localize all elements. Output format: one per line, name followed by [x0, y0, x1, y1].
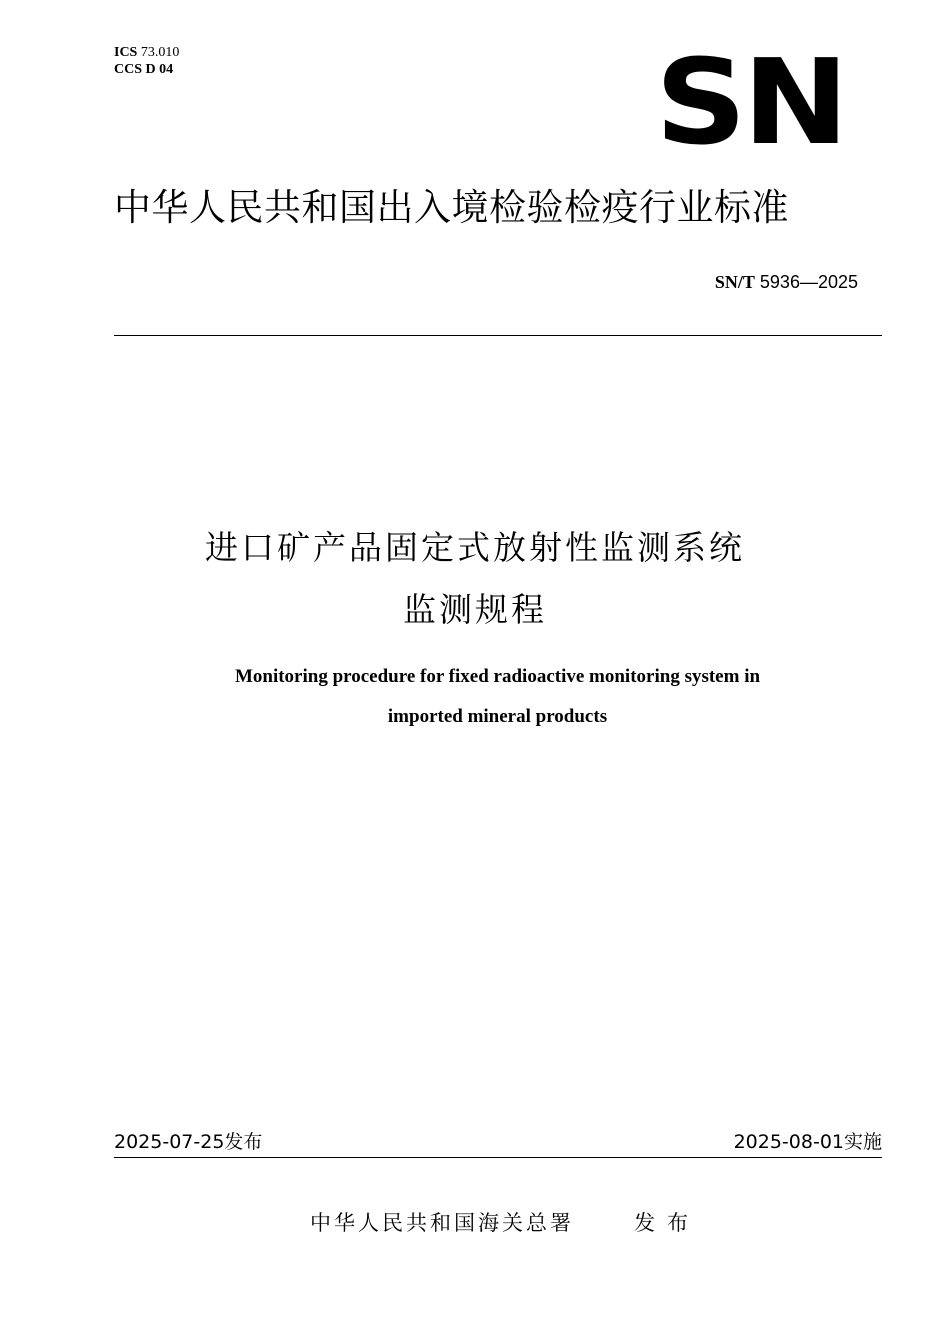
publish-verb: 发布 — [634, 1211, 700, 1235]
issue-date: 2025-07-25发布 — [114, 1131, 263, 1153]
title-cn-line1: 进口矿产品固定式放射性监测系统 — [205, 528, 745, 567]
top-divider — [114, 335, 882, 336]
title-en-line2: imported mineral products — [387, 706, 608, 727]
title-en-line1: Monitoring procedure for fixed radioactive monitoring system in — [234, 666, 761, 687]
publisher: 中华人民共和国海关总署 — [310, 1211, 574, 1235]
ics-value: 73.010 — [140, 45, 180, 60]
bottom-divider — [114, 1157, 882, 1158]
title-cn-line2: 监测规程 — [403, 590, 547, 629]
org-title: 中华人民共和国出入境检验检疫行业标准 — [114, 186, 789, 229]
ccs-line — [114, 61, 179, 78]
ics-line — [114, 44, 179, 61]
ccs-label: CCS — [114, 62, 143, 77]
implementation-date: 2025-08-01实施 — [733, 1131, 882, 1153]
ics-label: ICS — [114, 45, 138, 60]
standard-number-value: 5936—2025 — [759, 272, 858, 292]
classification-block — [114, 44, 179, 78]
ccs-value: D 04 — [145, 62, 174, 77]
standard-number — [715, 272, 858, 293]
sn-logo: SN — [655, 33, 845, 171]
standard-code: SN/T — [714, 272, 755, 292]
